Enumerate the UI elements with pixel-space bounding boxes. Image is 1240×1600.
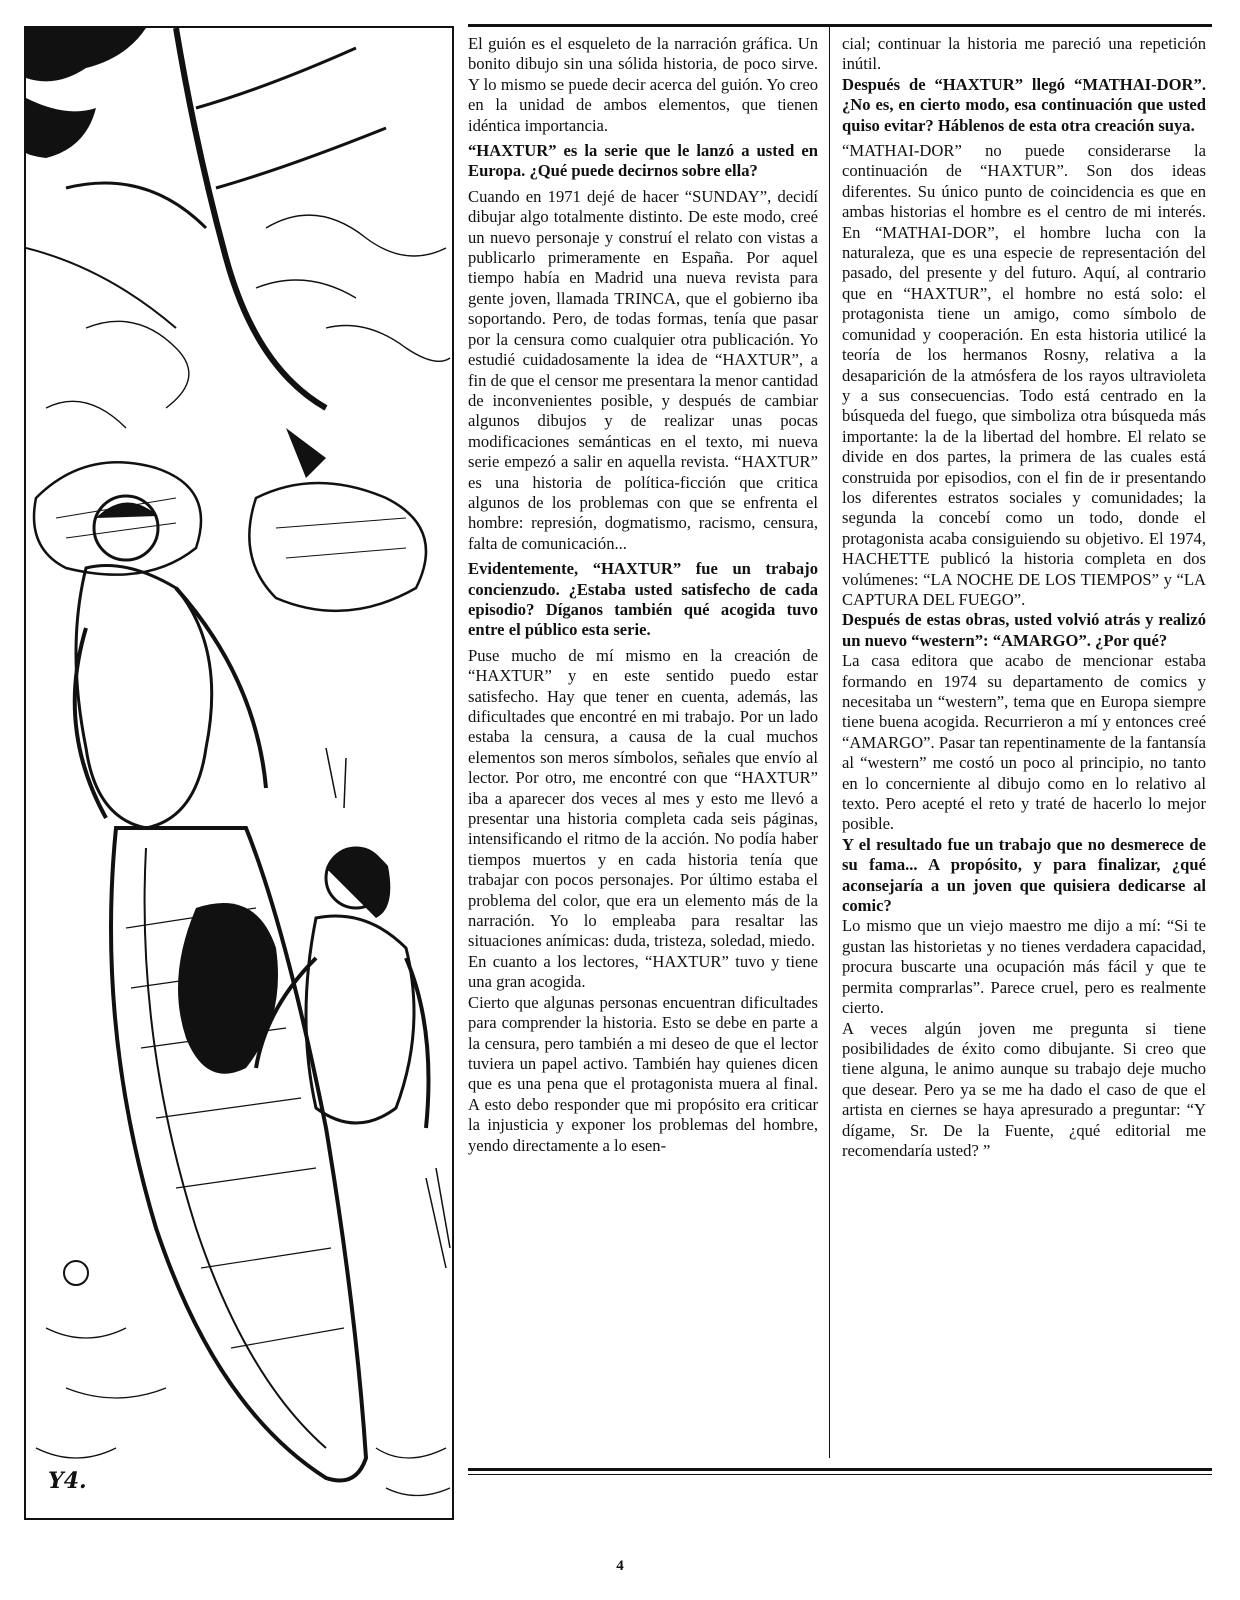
- text-column-right: [842, 34, 1206, 1166]
- top-rule: [468, 24, 1212, 27]
- comic-illustration: [24, 26, 454, 1520]
- text-column-left: [468, 34, 818, 1161]
- interview-answer: El guión es el esqueleto de la narración gráfica. Un bonito dibujo sin una sólida historia, de poco sirve. Y lo mismo se puede decir acerca del guión. Yo creo en la unidad de ambos elementos, que tienen idéntica importancia.: [468, 34, 818, 135]
- column-divider: [829, 26, 830, 1458]
- interview-question: Y el resultado fue un trabajo que no desmerece de su fama... A propósito, y para finalizar, ¿qué aconsejaría a un joven que quisiera dedicarse al comic?: [842, 834, 1206, 916]
- artist-signature: Y4.: [48, 1468, 87, 1494]
- interview-answer: cial; continuar la historia me pareció una repetición inútil.: [842, 34, 1206, 74]
- interview-answer: Puse mucho de mí mismo en la creación de “HAXTUR” y en este sentido puedo estar satisfecho. Hay que tener en cuenta, además, las dificultades que encontré en mi trabajo. Por un lado estaba la censura, a causa de la cual muchos elementos son meros símbolos, señales que envío al lector. Por otro, me encontré con que “HAXTUR” iba a aparecer dos veces al mes y esto me llevó a presentar una historia completa cada seis páginas, intensificando el ritmo de la acción. No podía haber tiempos muertos y en cada historia tenía que trabajar con pocos personajes. Por último estaba el problema del color, que era un elemento más de la narración. Yo lo empleaba para resaltar las situaciones anímicas: duda, tristeza, soledad, miedo.: [468, 645, 818, 951]
- interview-answer: Cierto que algunas personas encuentran dificultades para comprender la historia. Esto se debe en parte a la censura, pero también a mi deseo de que el lector tuviera un papel activo. También hay quienes dicen que es una pena que el protagonista muera al final. A esto debo responder que mi propósito era criticar la injusticia y exponer los problemas del hombre, yendo directamente a lo esen-: [468, 992, 818, 1155]
- interview-question: Después de “HAXTUR” llegó “MATHAI-DOR”. ¿No es, en cierto modo, esa continuación que usted quiso evitar? Háblenos de esta otra creación suya.: [842, 74, 1206, 135]
- interview-answer: Lo mismo que un viejo maestro me dijo a mí: “Si te gustan las historietas y no tienes verdadera capacidad, procura buscarte una ocupación más fácil y que te permita comprarlas”. Parece cruel, pero es realmente cierto.: [842, 916, 1206, 1018]
- interview-answer: En cuanto a los lectores, “HAXTUR” tuvo y tiene una gran acogida.: [468, 951, 818, 992]
- canoe-scene-drawing: [26, 28, 452, 1518]
- bottom-rule-thick: [468, 1468, 1212, 1471]
- interview-answer: Cuando en 1971 dejé de hacer “SUNDAY”, decidí dibujar algo totalmente distinto. De este modo, creé un nuevo personaje y construí el relato con vistas a publicarlo primeramente en España. Por aquel tiempo había en Madrid una nueva revista para gente joven, llamada TRINCA, que el gobierno iba soportando. Pero, de todas formas, tenía que pasar por la censura como cualquier otra publicación. Yo estudié cuidadosamente la idea de “HAXTUR”, a fin de que el censor me presentara la menor cantidad de inconvenientes posible, y después de cambiar algunos dibujos y de realizar unas pocas modificaciones semánticas en el texto, mi nueva serie empezó a salir en aquella revista. “HAXTUR” es una historia de política-ficción que critica algunos de los problemas con que se enfrenta el hombre: represión, dogmatismo, racismo, censura, falta de comunicación...: [468, 186, 818, 553]
- interview-question: “HAXTUR” es la serie que le lanzó a usted en Europa. ¿Qué puede decirnos sobre ella?: [468, 141, 818, 181]
- interview-question: Evidentemente, “HAXTUR” fue un trabajo concienzudo. ¿Estaba usted satisfecho de cada episodio? Díganos también qué acogida tuvo entre el público esta serie.: [468, 559, 818, 640]
- interview-question: Después de estas obras, usted volvió atrás y realizó un nuevo “western”: “AMARGO”. ¿Por qué?: [842, 610, 1206, 650]
- interview-answer: La casa editora que acabo de mencionar estaba formando en 1974 su departamento de comics y necesitaba un “western”, tema que en Europa siempre tiene buena acogida. Recurrieron a mí y entonces creé “AMARGO”. Pasar tan repentinamente de la fantansía al “western” me costó un poco al principio, no tanto en lo concerniente al dibujo como en lo relativo al texto. Pero acepté el reto y traté de hacerlo lo mejor posible.: [842, 651, 1206, 834]
- page-number: 4: [616, 1558, 624, 1574]
- interview-answer: “MATHAI-DOR” no puede considerarse la continuación de “HAXTUR”. Son dos ideas diferentes. Su único punto de coincidencia es que en ambas historias el hombre es el centro de mi interés. En “MATHAI-DOR”, el hombre lucha con la naturaleza, que es una especie de representación del pasado, del presente y del futuro. Aquí, al contrario que en “HAXTUR”, el hombre no está solo: el protagonista tiene un amigo, como símbolo de comunidad y cooperación. En esta historia utilicé la teoría de los hermanos Rosny, relativa a la desaparición de la atmósfera de los rayos ultravioleta y a sus consecuencias. Todo está centrado en la búsqueda del fuego, que simboliza otra búsqueda más importante: la de la libertad del hombre. El relato se divide en dos partes, la primera de las cuales está construida por episodios, con el fin de ir presentando los diferentes estratos sociales y comunidades; la segunda la concebí como un todo, donde el protagonista acaba consiguiendo su objetivo. El 1974, HACHETTE publicó la historia completa en dos volúmenes: “LA NOCHE DE LOS TIEMPOS” y “LA CAPTURA DEL FUEGO”.: [842, 141, 1206, 609]
- bottom-rule-thin: [468, 1474, 1212, 1475]
- interview-answer: A veces algún joven me pregunta si tiene posibilidades de éxito como dibujante. Si creo que tiene alguna, le animo aunque su trabajo deje mucho que desear. Pero ya se me ha dado el caso de que el artista en ciernes se haya apresurado a preguntar: “Y dígame, Sr. De la Fuente, ¿qué editorial me recomendaría usted? ”: [842, 1018, 1206, 1160]
